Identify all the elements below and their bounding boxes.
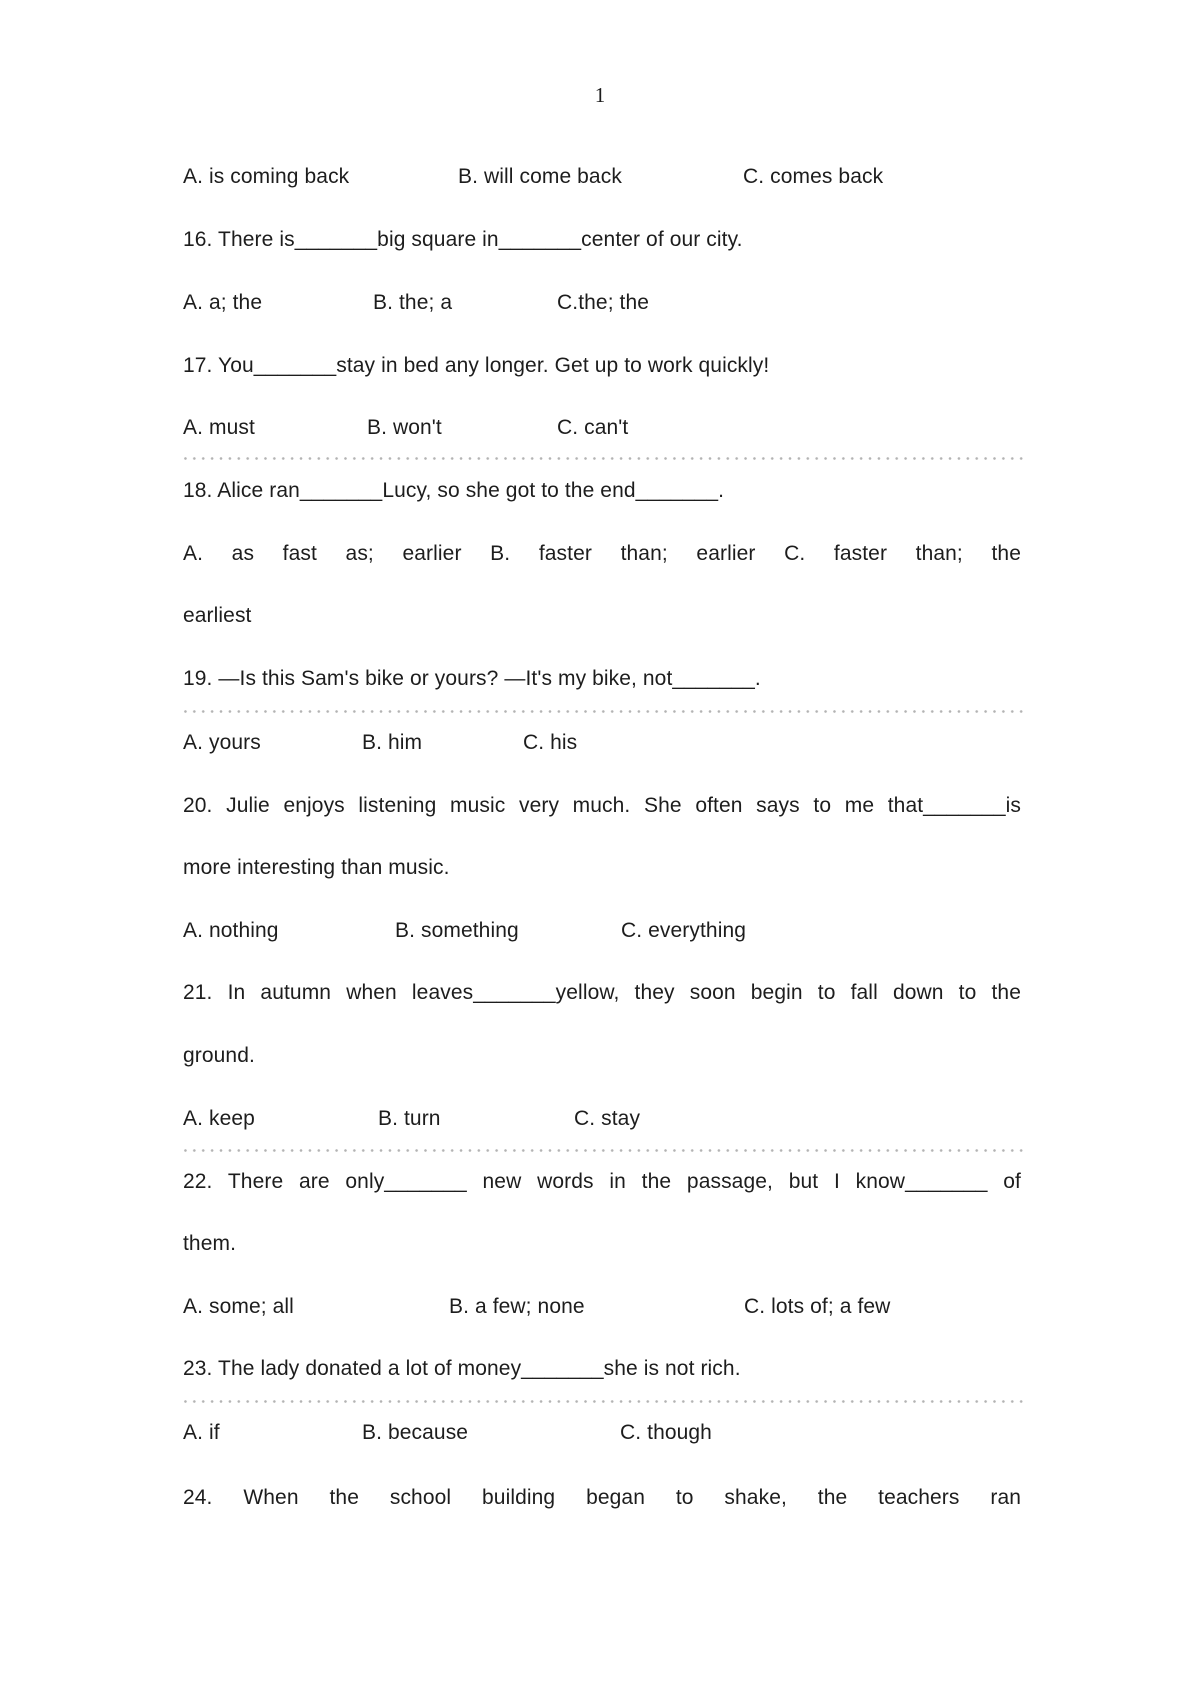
option-c: C. stay: [574, 1107, 641, 1130]
question-22: 22. There are only_______ new words in the passage, but I know_______ of: [183, 1170, 1021, 1193]
option-b: B. will come back: [458, 165, 622, 188]
question-18-continuation: earliest: [183, 604, 252, 627]
options-20-row: [0, 899, 1200, 962]
option-a: A. yours: [183, 731, 261, 754]
option-b: B. the; a: [373, 291, 453, 314]
question-19: 19. —Is this Sam's bike or yours? —It's my bike, not_______.: [183, 667, 761, 690]
option-b: B. something: [395, 919, 519, 942]
option-c: C. his: [523, 731, 578, 754]
option-b: B. a few; none: [449, 1295, 585, 1318]
option-c: C. comes back: [743, 165, 884, 188]
options-16-row: [0, 271, 1200, 334]
page-number: 1: [594, 83, 606, 107]
option-c: C. can't: [557, 416, 629, 439]
option-a: A. keep: [183, 1107, 255, 1130]
question-20: 20. Julie enjoys listening music very much. She often says to me that_______is: [183, 794, 1021, 817]
option-a: A. a; the: [183, 291, 263, 314]
options-21-row: [0, 1087, 1200, 1150]
options-23-row: [0, 1401, 1200, 1464]
option-c: C. lots of; a few: [744, 1295, 891, 1318]
option-a: A. nothing: [183, 919, 279, 942]
option-a: A. some; all: [183, 1295, 294, 1318]
question-17: 17. You_______stay in bed any longer. Get up to work quickly!: [183, 354, 770, 377]
question-20-continuation: more interesting than music.: [183, 856, 450, 879]
option-a: A. must: [183, 416, 255, 439]
options-19-row: [0, 711, 1200, 774]
question-23: 23. The lady donated a lot of money_______she is not rich.: [183, 1357, 741, 1380]
question-16: 16. There is_______big square in_______center of our city.: [183, 228, 743, 251]
question-18: 18. Alice ran_______Lucy, so she got to the end_______.: [183, 479, 725, 502]
question-24: 24. When the school building began to shake, the teachers ran: [183, 1486, 1021, 1509]
option-a: A. is coming back: [183, 165, 350, 188]
question-22-continuation: them.: [183, 1232, 237, 1255]
option-c: C.the; the: [557, 291, 650, 314]
question-21: 21. In autumn when leaves_______yellow, they soon begin to fall down to the: [183, 981, 1021, 1004]
option-b: B. him: [362, 731, 423, 754]
options-17-row: [0, 396, 1200, 459]
option-c: C. though: [620, 1421, 712, 1444]
options-22-row: [0, 1275, 1200, 1338]
options-18-row: A. as fast as; earlier B. faster than; earlier C. faster than; the: [183, 542, 1021, 565]
options-15-row: [0, 145, 1200, 208]
option-c: C. everything: [621, 919, 747, 942]
option-b: B. turn: [378, 1107, 441, 1130]
option-b: B. won't: [367, 416, 442, 439]
question-21-continuation: ground.: [183, 1044, 255, 1067]
option-b: B. because: [362, 1421, 469, 1444]
option-a: A. if: [183, 1421, 220, 1444]
